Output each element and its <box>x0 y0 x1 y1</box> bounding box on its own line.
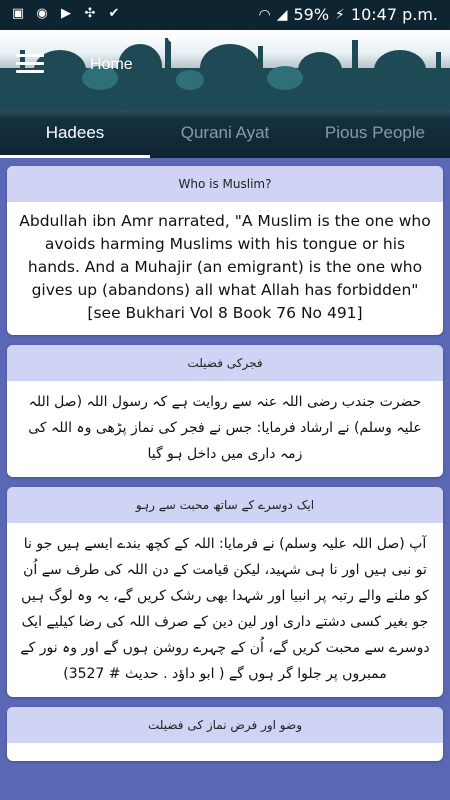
status-indicators <box>258 5 438 24</box>
tab-pious-people[interactable]: Pious People <box>324 123 426 142</box>
card-title: فجرکی فضیلت <box>7 345 443 381</box>
card-text: Abdullah ibn Amr narrated, "A Muslim is the one who avoids harming Muslims with his tongue or his hands. And a Muhajir (an emigrant) is the one who gives up (abandons) all what Allah has forbidden" [see Bukhari Vol 8 Book 76 No 491] <box>19 212 431 322</box>
hadees-card[interactable] <box>7 487 443 697</box>
tab-qurani-ayat[interactable]: Qurani Ayat <box>180 123 270 142</box>
battery-text: 59% <box>293 5 330 24</box>
card-title: ایک دوسرے کے ساتھ محبت سے رہو <box>7 487 443 523</box>
brand-icon: ✔ <box>108 6 120 21</box>
hadees-card[interactable] <box>7 166 443 335</box>
hamburger-menu-icon[interactable] <box>16 54 44 74</box>
clock-text: 10:47 p.m. <box>350 5 438 24</box>
image-notification-icon: ▣ <box>11 6 25 21</box>
card-title: وضو اور فرض نماز کی فضیلت <box>7 707 443 743</box>
status-bar <box>0 0 450 30</box>
whatsapp-icon: ◉ <box>36 6 48 21</box>
pinwheel-icon: ✣ <box>84 6 96 21</box>
app-title: Home <box>90 56 133 73</box>
hadees-card[interactable] <box>7 707 443 761</box>
mosque-skyline-icon <box>0 30 450 110</box>
app-bar <box>0 30 450 158</box>
card-text <box>7 743 443 761</box>
notification-icons <box>10 6 122 22</box>
card-text: آپ (صل اللہ علیہ وسلم) نے فرمایا: اللہ کے کچھ بندے ایسے ہیں جو نا تو نبی ہیں اور نا ہی شہید، لیکن قیامت کے دن اللہ کی طرف سے اُن کو ملنے والے رتبہ پر انبیا اور شہدا بھی رشک کریں گے، یہ وہ لوگ ہیں جو بغیر کسی دشتے داری اور لین دین کے صرف اللہ کی رضا کیلیے ایک دوسرے سے محبت کریں گے، اُن کے چہرے روشن ہوں گے اور وہ نور کے ممبروں پر جلوا گر ہوں گے ( ابو داؤد . حدیث # 3527) <box>20 536 430 682</box>
signal-icon: ◢ <box>276 6 288 23</box>
battery-charging-icon: ⚡ <box>335 6 345 23</box>
tab-bar <box>0 114 450 158</box>
tab-hadees[interactable]: Hadees <box>0 114 150 158</box>
hadees-card[interactable] <box>7 345 443 477</box>
youtube-icon: ▶ <box>61 6 71 21</box>
hadees-list <box>7 166 443 771</box>
card-text: حضرت جندب رضی اللہ عنہ سے روایت ہے کہ رسول اللہ (صل اللہ علیہ وسلم) نے ارشاد فرمایا: جس نے فجر کی نماز پڑھی وہ اللہ کی زمہ داری میں داخل ہو گیا <box>28 394 422 462</box>
wifi-icon: ◠ <box>258 6 271 23</box>
card-title: Who is Muslim? <box>7 166 443 202</box>
